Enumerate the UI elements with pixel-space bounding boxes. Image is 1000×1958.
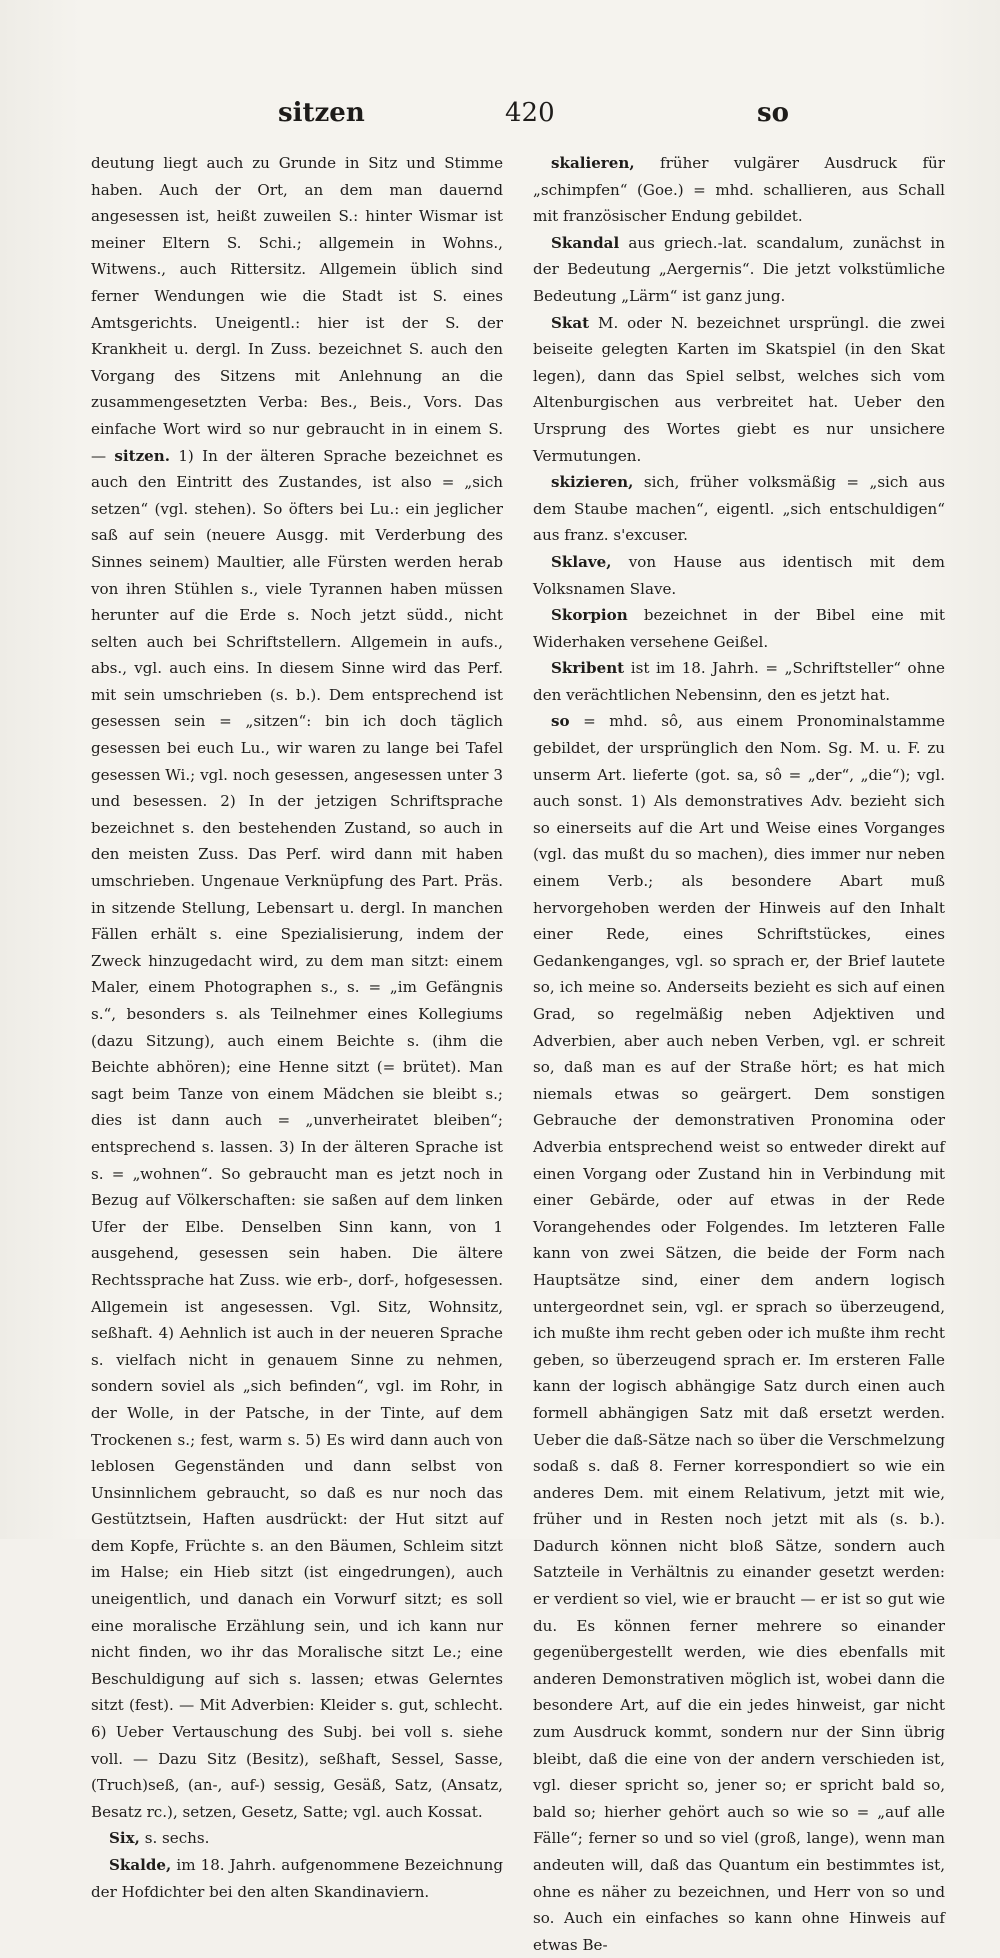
left-column xyxy=(91,150,503,1905)
entry-skat xyxy=(533,310,945,470)
entry-text: ist im 18. Jahrh. = „Schriftsteller“ ohne den verächtlichen Nebensinn, den es jetzt hat. xyxy=(533,659,945,704)
headword: so xyxy=(551,712,570,731)
headword: Six, xyxy=(109,1829,140,1848)
headword: Sklave, xyxy=(551,552,612,571)
entry-skalieren xyxy=(533,150,945,230)
entry-skribent xyxy=(533,655,945,708)
entry-skalde xyxy=(91,1852,503,1905)
page-header xyxy=(95,98,945,138)
entry-text: bezeichnet in der Bibel eine mit Widerhaken versehene Geißel. xyxy=(533,606,945,651)
entry-so xyxy=(533,708,945,1958)
entry-text: M. oder N. bezeichnet ursprüngl. die zwei beiseite gelegten Karten im Skatspiel (in den Skat legen), dann das Spiel selbst, welches sich vom Altenburgischen aus verbreitet hat. Ueber den Ursprung des Wortes giebt es nur unsichere Vermutungen. xyxy=(533,313,945,465)
entry-text: deutung liegt auch zu Grunde in Sitz und Stimme haben. Auch der Ort, an dem man dauernd angesessen ist, heißt zuweilen S.: hinter Wismar ist meiner Eltern S. Schi.; allgemein in Wohns., Witwens., auch Rittersitz. Allgemein üblich sind ferner Wendungen wie die Stadt ist S. eines Amtsgerichts. Uneigentl.: hier ist der S. der Krankheit u. dergl. In Zuss. bezeichnet S. auch den Vorgang des Sitzens mit Anlehnung an die zusammengesetzten Verba: Bes., Beis., Vors. Das einfache Wort wird so nur gebraucht in in einem S. — xyxy=(91,154,503,465)
headword: Skat xyxy=(551,313,590,332)
entry-skandal xyxy=(533,230,945,310)
entry-sitz-continuation xyxy=(91,150,503,1825)
running-head-left: sitzen xyxy=(278,98,365,128)
headword: Skalde, xyxy=(109,1856,172,1874)
headword: sitzen. xyxy=(114,446,171,465)
entry-text: 1) In der älteren Sprache bezeichnet es auch den Eintritt des Zustandes, ist also = „sich setzen“ (vgl. stehen). So öfters bei Lu.: ein jeglicher saß auf sein (neuere Ausgg. mit Verderbung des Sinnes seinem) Maultier, alle Fürsten werden herab von ihren Stühlen s., viele Tyrannen haben müssen herunter auf die Erde s. Noch jetzt südd., nicht selten auch bei Schriftstellern. Allgemein in aufs., abs., vgl. auch eins. In diesem Sinne wird das Perf. mit sein umschrieben (s. b.). Dem entsprechend ist gesessen sein = „sitzen“: bin ich doch täglich gesessen bei euch Lu., wir waren zu lange bei Tafel gesessen Wi.; vgl. noch gesessen, angesessen unter 3 und besessen. 2) In der jetzigen Schriftsprache bezeichnet s. den bestehenden Zustand, so auch in den meisten Zuss. Das Perf. wird dann mit haben umschrieben. Ungenaue Verknüpfung des Part. Präs. in sitzende Stellung, Lebensart u. dergl. In manchen Fällen erhält s. eine Spezialisierung, indem der Zweck hinzugedacht wird, zu dem man sitzt: einem Maler, einem Photographen s., s. = „im Gefängnis s.“, besonders s. als Teilnehmer eines Kollegiums (dazu Sitzung), auch einem Beichte s. (ihm die Beichte abhören); eine Henne sitzt (= brütet). Man sagt beim Tanze von einem Mädchen sie bleibt s.; dies ist dann auch = „unverheiratet bleiben“; entsprechend s. lassen. 3) In der älteren Sprache ist s. = „wohnen“. So gebraucht man es jetzt noch in Bezug auf Völkerschaften: sie saßen auf dem linken Ufer der Elbe. Denselben Sinn kann, von 1 ausgehend, gesessen sein haben. Die ältere Rechtssprache hat Zuss. wie erb-, dorf-, hofgesessen. Allgemein ist angesessen. Vgl. Sitz, Wohnsitz, seßhaft. 4) Aehnlich ist auch in der neueren Sprache s. vielfach nicht in genauem Sinne zu nehmen, sondern soviel als „sich befinden“, vgl. im Rohr, in der Wolle, in der Patsche, in der Tinte, auf dem Trockenen s.; fest, warm s. 5) Es wird dann auch von leblosen Gegenständen und dann selbst von Unsinnlichem gebraucht, so daß es nur noch das Gestütztsein, Haften ausdrückt: der Hut sitzt auf dem Kopfe, Früchte s. an den Bäumen, Schleim sitzt im Halse; ein Hieb sitzt (ist eingedrungen), auch uneigentlich, und danach ein Vorwurf sitzt; es soll eine moralische Erzählung sein, und ich kann nur nicht finden, wo ihr das Moralische sitzt Le.; eine Beschuldigung auf sich s. lassen; etwas Gelerntes sitzt (fest). — Mit Adverbien: Kleider s. gut, schlecht. 6) Ueber Vertauschung des Subj. bei voll s. siehe voll. — Dazu Sitz (Besitz), seßhaft, Sessel, Sasse, (Truch)seß, (an-, auf-) sessig, Gesäß, Satz, (Ansatz, Besatz rc.), setzen, Gesetz, Satte; vgl. auch Kossat. xyxy=(91,446,503,1821)
entry-text: = mhd. sô, aus einem Pronominalstamme gebildet, der ursprünglich den Nom. Sg. M. u. F. zu unserm Art. lieferte (got. sa, sô = „der“, „die“); vgl. auch sonst. 1) Als demonstratives Adv. bezieht sich so einerseits auf die Art und Weise eines Vorganges (vgl. das mußt du so machen), dies immer nur neben einem Verb.; als besondere Abart muß hervorgehoben werden der Hinweis auf den Inhalt einer Rede, eines Schriftstückes, eines Gedankenganges, vgl. so sprach er, der Brief lautete so, ich meine so. Anderseits bezieht es sich auf einen Grad, so regelmäßig neben Adjektiven und Adverbien, aber auch neben Verben, vgl. er schreit so, daß man es auf der Straße hört; es hat mich niemals etwas so geärgert. Dem sonstigen Gebrauche der demonstrativen Pronomina oder Adverbia entsprechend weist so entweder direkt auf einen Vorgang oder Zustand hin in Verbindung mit einer Gebärde, oder auf etwas in der Rede Vorangehendes oder Folgendes. Im letzteren Falle kann von zwei Sätzen, die beide der Form nach Hauptsätze sind, einer dem andern logisch untergeordnet sein, vgl. er sprach so überzeugend, ich mußte ihm recht geben oder ich mußte ihm recht geben, so überzeugend sprach er. Im ersteren Falle kann der logisch abhängige Satz durch einen auch formell abhängigen Satz mit daß ersetzt werden. Ueber die daß-Sätze nach so über die Verschmelzung sodaß s. daß 8. Ferner korrespondiert so wie ein anderes Dem. mit einem Relativum, jetzt mit wie, früher und in Resten noch jetzt mit als (s. b.). Dadurch können nicht bloß Sätze, sondern auch Satzteile in Verhältnis zu einander gesetzt werden: er verdient so viel, wie er braucht — er ist so gut wie du. Es können ferner mehrere so einander gegenübergestellt werden, wie dies ebenfalls mit anderen Demonstrativen möglich ist, wobei dann die besondere Art, auf die ein jedes hinweist, gar nicht zum Ausdruck kommt, sondern nur der Sinn übrig bleibt, daß die eine von der andern verschieden ist, vgl. dieser spricht so, jener so; er spricht bald so, bald so; hierher gehört auch so wie so = „auf alle Fälle“; ferner so und so viel (groß, lange), wenn man andeuten will, daß das Quantum ein bestimmtes ist, ohne es näher zu bezeichnen, und Herr von so und so. Auch ein einfaches so kann ohne Hinweis auf etwas Be- xyxy=(533,712,945,1954)
entry-skorpion xyxy=(533,602,945,655)
headword: Skribent xyxy=(551,659,625,678)
headword: skizieren, xyxy=(551,473,634,492)
right-column xyxy=(533,150,945,1958)
entry-text: von Hause aus identisch mit dem Volksnamen Slave. xyxy=(533,552,945,598)
entry-text: s. sechs. xyxy=(144,1829,210,1848)
page-number: 420 xyxy=(505,98,555,128)
entry-text: sich, früher volksmäßig = „sich aus dem Staube machen“, eigentl. „sich entschuldigen“ aus franz. s'excuser. xyxy=(533,473,945,545)
entry-sklave xyxy=(533,549,945,602)
entry-text: im 18. Jahrh. aufgenommene Bezeichnung der Hofdichter bei den alten Skandinaviern. xyxy=(91,1856,503,1901)
headword: skalieren, xyxy=(551,154,635,172)
entry-six xyxy=(91,1825,503,1852)
entry-text: aus griech.-lat. scandalum, zunächst in der Bedeutung „Aergernis“. Die jetzt volkstümliche Bedeutung „Lärm“ ist ganz jung. xyxy=(533,233,945,305)
entry-text: früher vulgärer Ausdruck für „schimpfen“ (Goe.) = mhd. schallieren, aus Schall mit französischer Endung gebildet. xyxy=(533,154,945,226)
entry-skizieren xyxy=(533,469,945,549)
headword: Skorpion xyxy=(551,606,628,625)
running-head-right: so xyxy=(757,98,789,128)
headword: Skandal xyxy=(551,233,620,252)
